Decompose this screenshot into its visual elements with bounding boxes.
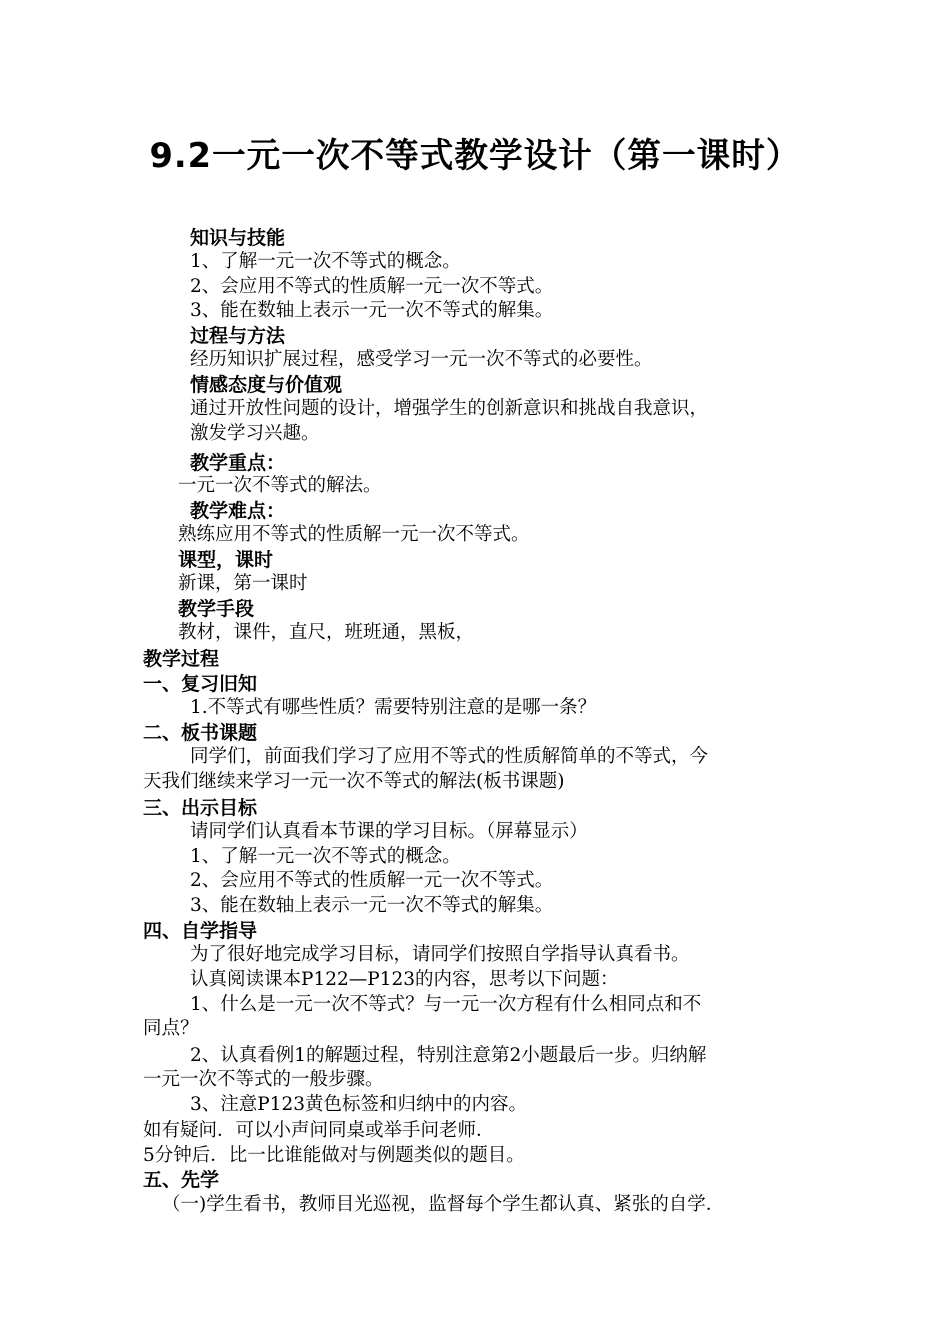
heading-teaching-means: 教学手段	[178, 598, 255, 620]
text-line: 1.不等式有哪些性质？需要特别注意的是哪一条？	[190, 697, 597, 718]
heading-process-method: 过程与方法	[190, 325, 286, 347]
text-line: 认真阅读课本P122—P123的内容，思考以下问题：	[190, 969, 619, 990]
heading-knowledge-skills: 知识与技能	[190, 227, 286, 249]
text-line: 新课，第一课时	[178, 573, 308, 594]
heading-lesson-type: 课型，课时	[178, 549, 274, 571]
text-line: 同学们，前面我们学习了应用不等式的性质解简单的不等式，今	[190, 746, 709, 767]
text-line: 同点？	[143, 1018, 199, 1039]
text-line: 1、了解一元一次不等式的概念。	[190, 846, 461, 867]
section-review: 一、复习旧知	[143, 673, 258, 695]
text-line: 请同学们认真看本节课的学习目标。（屏幕显示）	[190, 821, 588, 842]
section-goals: 三、出示目标	[143, 797, 258, 819]
page-title: 9.2一元一次不等式教学设计（第一课时）	[149, 136, 801, 176]
heading-difficulty: 教学难点：	[190, 500, 286, 522]
text-line: 为了很好地完成学习目标，请同学们按照自学指导认真看书。	[190, 944, 690, 965]
text-line: 2、会应用不等式的性质解一元一次不等式。	[190, 870, 554, 891]
text-line: 通过开放性问题的设计，增强学生的创新意识和挑战自我意识，	[190, 398, 709, 419]
text-line: 天我们继续来学习一元一次不等式的解法(板书课题)	[143, 771, 565, 792]
text-line: 激发学习兴趣。	[190, 423, 320, 444]
text-line: 5分钟后．比一比谁能做对与例题类似的题目。	[143, 1145, 525, 1166]
text-line: 3、注意P123黄色标签和归纳中的内容。	[190, 1094, 528, 1115]
text-line: 2、认真看例1的解题过程，特别注意第2小题最后一步。归纳解	[190, 1045, 707, 1066]
text-line: 3、能在数轴上表示一元一次不等式的解集。	[190, 895, 554, 916]
section-board-topic: 二、板书课题	[143, 722, 258, 744]
text-line: 3、能在数轴上表示一元一次不等式的解集。	[190, 300, 554, 321]
text-line: 一元一次不等式的一般步骤。	[143, 1069, 384, 1090]
text-line: 教材，课件，直尺，班班通，黑板，	[178, 622, 475, 643]
text-line: 经历知识扩展过程，感受学习一元一次不等式的必要性。	[190, 349, 653, 370]
heading-teaching-process: 教学过程	[143, 648, 220, 670]
text-line: （一)学生看书，教师目光巡视，监督每个学生都认真、紧张的自学．	[162, 1194, 725, 1215]
section-self-study: 四、自学指导	[143, 920, 258, 942]
heading-key-point: 教学重点：	[190, 452, 286, 474]
section-learn-first: 五、先学	[143, 1169, 220, 1191]
text-line: 2、会应用不等式的性质解一元一次不等式。	[190, 276, 554, 297]
text-line: 一元一次不等式的解法。	[178, 475, 382, 496]
text-line: 如有疑问．可以小声问同桌或举手问老师．	[143, 1120, 495, 1141]
text-line: 熟练应用不等式的性质解一元一次不等式。	[178, 524, 530, 545]
text-line: 1、了解一元一次不等式的概念。	[190, 251, 461, 272]
text-line: 1、什么是一元一次不等式？与一元一次方程有什么相同点和不	[190, 994, 702, 1015]
heading-emotion-values: 情感态度与价值观	[190, 374, 343, 396]
